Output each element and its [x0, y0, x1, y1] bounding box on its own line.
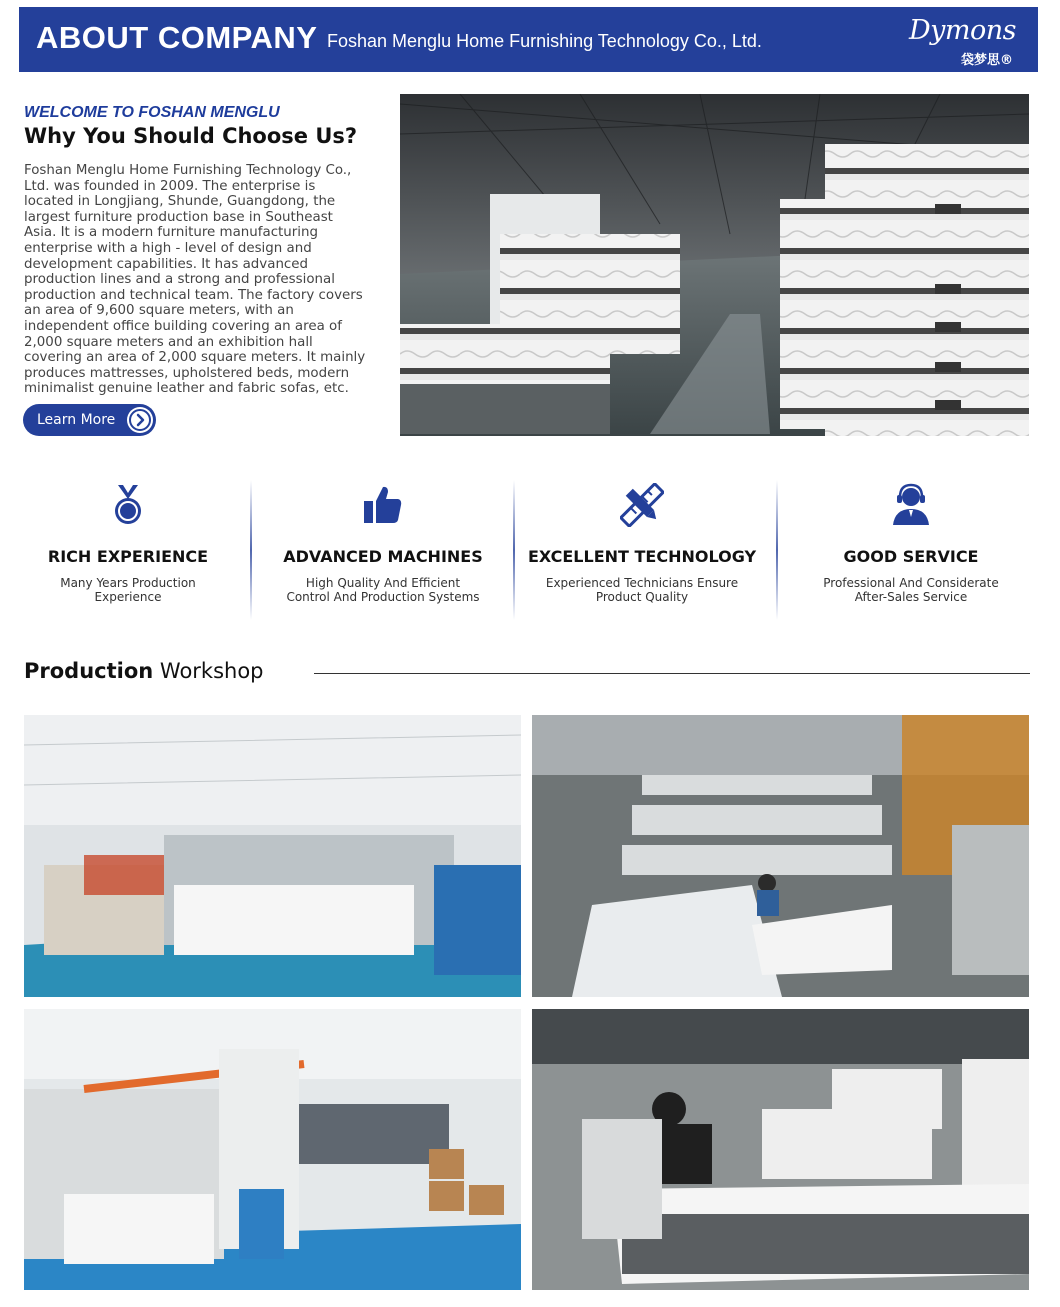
headset-agent-icon — [889, 483, 933, 527]
thumbs-up-icon — [361, 483, 405, 527]
workshop-photo-quilting — [24, 715, 521, 997]
company-name: Foshan Menglu Home Furnishing Technology Co., Ltd. — [327, 31, 762, 51]
workshop-photo-machines — [24, 1009, 521, 1290]
logo-wordmark: Dymons — [909, 15, 1017, 46]
feature-divider — [250, 480, 252, 620]
page-title: ABOUT COMPANY — [36, 20, 318, 55]
medal-icon — [106, 483, 150, 527]
pencil-ruler-icon — [620, 483, 664, 527]
workshop-heading-rest: Workshop — [153, 659, 264, 683]
about-heading: Why You Should Choose Us? — [24, 124, 358, 148]
feature-excellent-technology — [522, 478, 762, 618]
feature-advanced-machines — [263, 478, 503, 618]
feature-desc: Many Years Production Experience — [60, 576, 196, 604]
feature-divider — [513, 480, 515, 620]
feature-rich-experience — [8, 478, 248, 618]
brand-logo[interactable] — [909, 15, 1024, 68]
learn-more-button[interactable] — [23, 404, 156, 436]
warehouse-photo — [400, 94, 1029, 436]
feature-good-service — [791, 478, 1031, 618]
arrow-right-icon — [127, 407, 153, 433]
feature-title: ADVANCED MACHINES — [283, 547, 483, 566]
header-banner — [19, 7, 1038, 72]
feature-desc: Experienced Technicians Ensure Product Quality — [545, 576, 739, 604]
feature-desc: High Quality And Efficient Control And Production Systems — [286, 576, 480, 604]
workshop-photo-sewing — [532, 1009, 1029, 1290]
logo-chinese: 袋梦思® — [961, 53, 1014, 68]
learn-more-label: Learn More — [37, 412, 116, 428]
workshop-heading — [24, 659, 264, 683]
workshop-photo-assembly — [532, 715, 1029, 997]
feature-divider — [776, 480, 778, 620]
welcome-kicker: WELCOME TO FOSHAN MENGLU — [24, 104, 280, 121]
feature-title: EXCELLENT TECHNOLOGY — [527, 547, 757, 566]
heading-rule — [314, 673, 1030, 674]
workshop-heading-bold: Production — [24, 659, 154, 683]
feature-title: GOOD SERVICE — [843, 547, 979, 566]
feature-title: RICH EXPERIENCE — [47, 547, 209, 566]
feature-desc: Professional And Considerate After-Sales Service — [823, 576, 999, 604]
about-paragraph: Foshan Menglu Home Furnishing Technology Co., Ltd. was founded in 2009. The enterprise is located in Longjiang, Shunde, Guangdong, the largest furniture production base in Southeast Asia. It is a modern furniture manufacturing enterprise with a high - level of design and development capabilities. It has advanced production lines and a strong and professional production and technical team. The factory covers an area of 9,600 square meters, with an independent office building covering an area of 2,000 square meters and an exhibition hall covering an area of 2,000 square meters. It mainly produces mattresses, upholstered beds, modern minimalist genuine leather and fabric sofas, etc. — [24, 163, 366, 397]
